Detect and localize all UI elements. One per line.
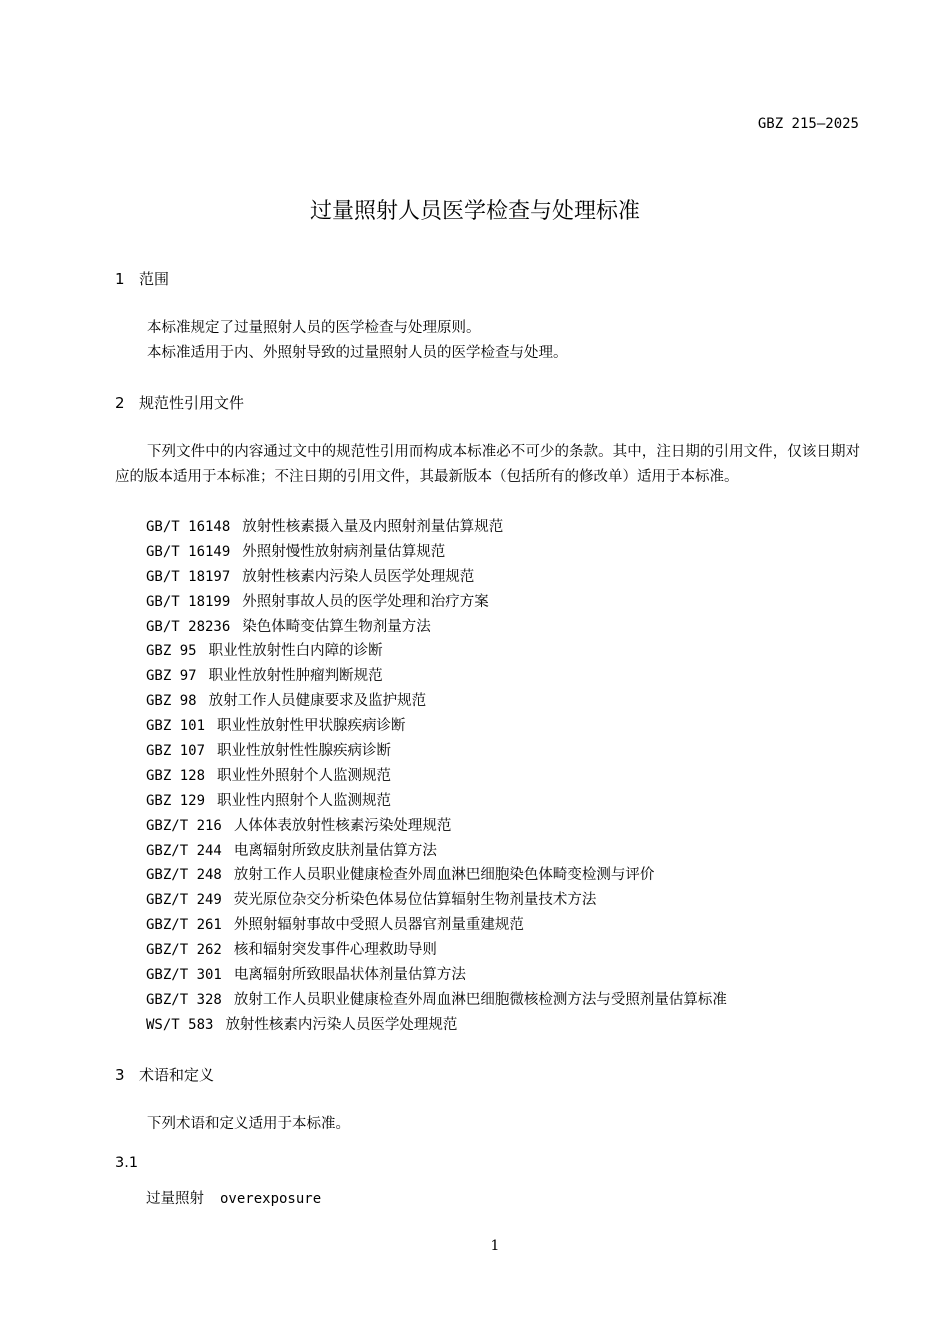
reference-title: 职业性放射性肿瘤判断规范 (208, 668, 383, 685)
clause-number: 3.1 (115, 1155, 139, 1171)
reference-code: GBZ 101 (146, 718, 206, 735)
reference-code: GBZ/T 248 (146, 867, 222, 884)
reference-item (146, 540, 727, 565)
section-3-title: 术语和定义 (139, 1066, 215, 1084)
reference-item (146, 888, 727, 913)
section-1-number: 1 (115, 270, 125, 288)
reference-item (146, 739, 727, 764)
reference-item (146, 639, 727, 664)
reference-item (146, 789, 727, 814)
reference-code: GBZ/T 301 (146, 967, 222, 984)
reference-title: 放射性核素内污染人员医学处理规范 (225, 1016, 458, 1033)
reference-code: GBZ/T 328 (146, 991, 222, 1008)
term-english: overexposure (220, 1191, 322, 1207)
reference-code: GBZ 95 (146, 643, 197, 660)
reference-code: GBZ/T 261 (146, 917, 222, 934)
section-1-heading (115, 268, 169, 290)
section-2-number: 2 (115, 394, 125, 412)
section-3-number: 3 (115, 1066, 125, 1084)
page-number: 1 (490, 1238, 500, 1254)
reference-item (146, 988, 727, 1013)
reference-title: 外照射慢性放射病剂量估算规范 (242, 543, 446, 560)
reference-title: 核和辐射突发事件心理救助导则 (233, 942, 437, 959)
reference-code: GBZ/T 249 (146, 892, 222, 909)
reference-item (146, 764, 727, 789)
reference-list (146, 515, 727, 1038)
section-2-title: 规范性引用文件 (139, 394, 245, 412)
reference-title: 职业性放射性甲状腺疾病诊断 (217, 718, 406, 735)
terms-intro: 下列术语和定义适用于本标准。 (147, 1116, 350, 1132)
scope-paragraph-2: 本标准适用于内、外照射导致的过量照射人员的医学检查与处理。 (147, 345, 568, 361)
reference-item (146, 615, 727, 640)
reference-code: GBZ 97 (146, 668, 197, 685)
reference-title: 放射工作人员职业健康检查外周血淋巴细胞染色体畸变检测与评价 (233, 867, 655, 884)
reference-title: 电离辐射所致眼晶状体剂量估算方法 (233, 967, 466, 984)
reference-item (146, 714, 727, 739)
section-3-heading (115, 1064, 214, 1086)
reference-code: GBZ/T 262 (146, 942, 222, 959)
section-2-heading (115, 392, 244, 414)
reference-title: 电离辐射所致皮肤剂量估算方法 (233, 842, 437, 859)
reference-title: 职业性外照射个人监测规范 (217, 767, 392, 784)
reference-item (146, 1013, 727, 1038)
reference-code: GB/T 16149 (146, 543, 231, 560)
reference-title: 荧光原位杂交分析染色体易位估算辐射生物剂量技术方法 (233, 892, 597, 909)
reference-item (146, 863, 727, 888)
reference-title: 职业性放射性性腺疾病诊断 (217, 743, 392, 760)
reference-item (146, 515, 727, 540)
reference-code: GBZ/T 244 (146, 842, 222, 859)
reference-title: 职业性放射性白内障的诊断 (208, 643, 383, 660)
reference-title: 外照射辐射事故中受照人员器官剂量重建规范 (233, 917, 524, 934)
reference-title: 放射性核素内污染人员医学处理规范 (242, 568, 475, 585)
reference-code: GB/T 16148 (146, 519, 231, 535)
standard-code: GBZ 215—2025 (757, 116, 859, 132)
references-intro: 下列文件中的内容通过文中的规范性引用而构成本标准必不可少的条款。其中，注日期的引用文件，仅该日期对应的版本适用于本标准；不注日期的引用文件，其最新版本（包括所有的修改单）适用于本标准。 (115, 444, 860, 485)
reference-title: 放射工作人员职业健康检查外周血淋巴细胞微核检测方法与受照剂量估算标准 (233, 991, 727, 1008)
document-title: 过量照射人员医学检查与处理标准 (309, 199, 640, 224)
reference-item (146, 938, 727, 963)
reference-title: 职业性内照射个人监测规范 (217, 792, 392, 809)
reference-item (146, 963, 727, 988)
section-1-title: 范围 (139, 270, 170, 288)
reference-code: GBZ/T 216 (146, 817, 222, 834)
term-entry (146, 1188, 321, 1210)
reference-title: 外照射事故人员的医学处理和治疗方案 (242, 593, 489, 610)
reference-title: 放射性核素摄入量及内照射剂量估算规范 (242, 519, 504, 535)
scope-paragraph-1: 本标准规定了过量照射人员的医学检查与处理原则。 (147, 320, 481, 336)
reference-code: GBZ 107 (146, 743, 206, 760)
term-chinese: 过量照射 (146, 1191, 204, 1207)
reference-item (146, 590, 727, 615)
reference-code: GBZ 98 (146, 693, 197, 710)
reference-code: GBZ 128 (146, 767, 206, 784)
reference-item (146, 839, 727, 864)
reference-code: GB/T 28236 (146, 618, 231, 635)
reference-title: 放射工作人员健康要求及监护规范 (208, 693, 427, 710)
reference-code: GB/T 18197 (146, 568, 231, 585)
reference-item (146, 913, 727, 938)
reference-item (146, 814, 727, 839)
reference-code: GBZ 129 (146, 792, 206, 809)
reference-code: GB/T 18199 (146, 593, 231, 610)
reference-title: 人体体表放射性核素污染处理规范 (233, 817, 452, 834)
reference-code: WS/T 583 (146, 1016, 214, 1033)
reference-item (146, 689, 727, 714)
reference-title: 染色体畸变估算生物剂量方法 (242, 618, 431, 635)
reference-item (146, 565, 727, 590)
reference-item (146, 664, 727, 689)
